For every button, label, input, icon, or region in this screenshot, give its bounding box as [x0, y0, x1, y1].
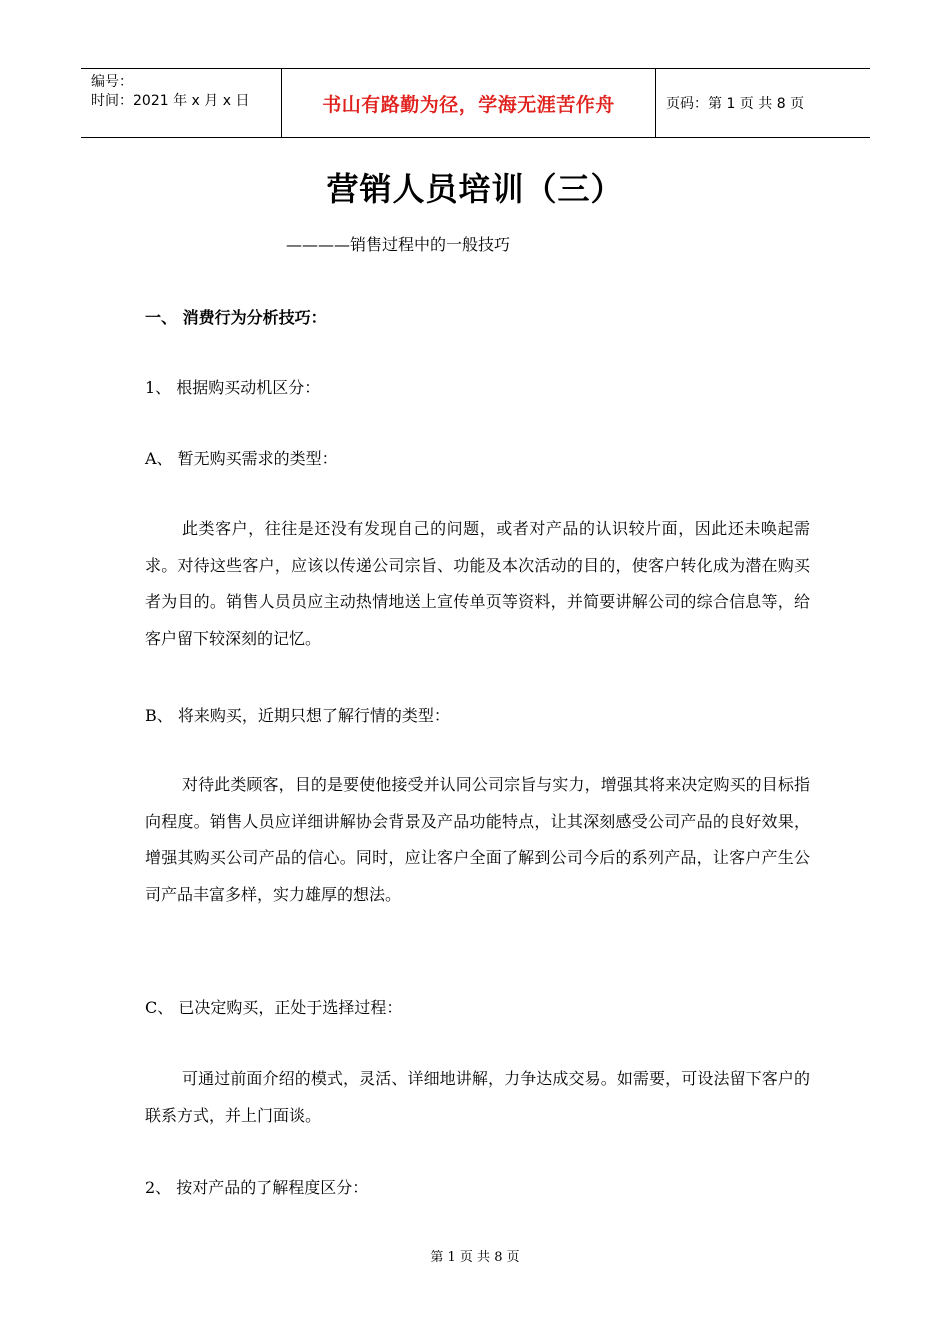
- header-page-info: 页码：第 1 页 共 8 页: [666, 96, 805, 112]
- list-item-1: 1、 根据购买动机区分：: [145, 378, 321, 397]
- section-heading-1: 一、 消费行为分析技巧：: [145, 308, 327, 327]
- paragraph-c: 可通过前面介绍的模式，灵活、详细地讲解，力争达成交易。如需要，可设法留下客户的联系方式，并上门面谈。: [145, 1069, 810, 1125]
- time-label: 时间：2021 年 x 月 x 日: [91, 93, 250, 109]
- page-title: 营销人员培训（三）: [326, 170, 624, 208]
- list-item-2: 2、 按对产品的了解程度区分：: [145, 1178, 369, 1197]
- paragraph-b: 对待此类顾客，目的是要使他接受并认同公司宗旨与实力，增强其将来决定购买的目标指向程度。销售人员应详细讲解协会背景及产品功能特点，让其深刻感受公司产品的良好效果，增强其购买公司产品的信心。同时，应让客户全面了解到公司今后的系列产品，让客户产生公司产品丰富多样，实力雄厚的想法。: [145, 775, 810, 904]
- list-item-c: C、 已决定购买，正处于选择过程：: [145, 998, 403, 1017]
- list-item-b: B、 将来购买，近期只想了解行情的类型：: [145, 706, 450, 725]
- header-motto: 书山有路勤为径，学海无涯苦作舟: [282, 69, 656, 137]
- paragraph-a: 此类客户，往往是还没有发现自己的问题，或者对产品的认识较片面，因此还未唤起需求。对待这些客户，应该以传递公司宗旨、功能及本次活动的目的，使客户转化成为潜在购买者为目的。销售人员员应主动热情地送上宣传单页等资料，并简要讲解公司的综合信息等，给客户留下较深刻的记忆。: [145, 519, 810, 648]
- document-header: [81, 68, 870, 138]
- page-footer: 第 1 页 共 8 页: [430, 1250, 520, 1265]
- header-meta: [81, 69, 282, 137]
- list-item-a: A、 暂无购买需求的类型：: [145, 449, 338, 468]
- number-label: 编号：: [91, 74, 133, 90]
- page-subtitle: ————销售过程中的一般技巧: [286, 235, 511, 254]
